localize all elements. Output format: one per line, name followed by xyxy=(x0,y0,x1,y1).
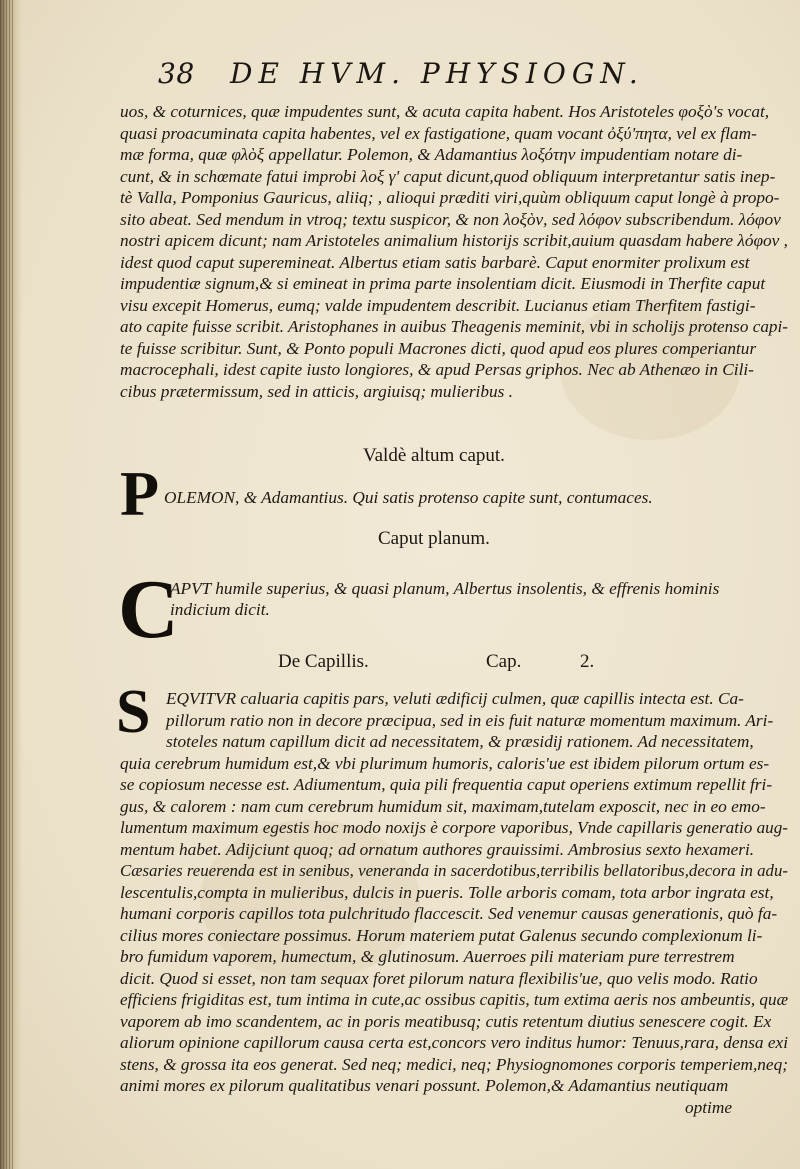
text-line: mæ forma, quæ φλὸξ appellatur. Polemon, & Adamantius λοξότην impudentiam notare di- xyxy=(120,145,743,164)
running-header xyxy=(158,57,678,95)
text-line: idest quod caput superemineat. Albertus etiam satis barbarè. Caput enormiter prolixum est xyxy=(120,252,750,272)
drop-cap-p: P xyxy=(120,458,160,529)
opening-paragraph xyxy=(120,101,792,402)
text-line: pillorum ratio non in decore præcipua, sed in eis fuit naturæ momentum maximum. Ari- xyxy=(166,710,774,730)
chapter-abbr: Cap. xyxy=(486,651,522,672)
text-line: Cæsaries reuerenda est in senibus, veneranda in sacerdotibus,terribilis bellatoribus,decora in adu- xyxy=(120,861,788,880)
text-line: tè Valla, Pomponius Gauricus, aliiq; , alioqui præditi viri,quùm obliquum caput longè à propo- xyxy=(120,188,780,207)
capillis-paragraph xyxy=(120,688,792,1118)
text-line: gus, & calorem : nam cum cerebrum humidum sit, maximam,tutelam exposcit, nec in eo emo- xyxy=(120,796,766,816)
text-line: impudentiæ signum,& si emineat in prima parte insolentiam dicit. Eiusmodi in Therfite caput xyxy=(120,274,766,293)
drop-cap-c: C xyxy=(118,563,179,656)
page-number: 38 xyxy=(158,57,195,90)
text-line: mentum habet. Adijciunt quoq; ad ornatum authores grauissimi. Ambrosius sexto hexameri. xyxy=(120,839,755,859)
text-line: sito abeat. Sed mendum in vtroq; textu suspicor, & non λοξὸν, sed λόφον subscribendum. λόφον xyxy=(120,209,781,229)
caput-line: APVT humile superius, & quasi planum, Albertus insolentis, & effrenis hominis xyxy=(170,579,720,598)
text-line: animi mores ex pilorum qualitatibus venari possunt. Polemon,& Adamantius neutiquam xyxy=(120,1076,729,1095)
section-heading-planum: Caput planum. xyxy=(378,528,490,549)
polemon-line: OLEMON, & Adamantius. Qui satis protenso capite sunt, contumaces. xyxy=(164,488,653,507)
text-line: cibus prætermissum, sed in atticis, argiuisq; mulieribus . xyxy=(120,381,513,401)
text-line: visu excepit Homerus, eumq; valde impudentem describit. Lucianus etiam Therfitem fastigi- xyxy=(120,295,756,315)
text-line: optime xyxy=(684,1097,732,1117)
text-line: te fuisse scribitur. Sunt, & Ponto populi Macrones dicti, quod apud eos plures comperiantur xyxy=(120,338,757,358)
text-line: lumentum maximum egestis hoc modo noxijs è corpore vaporibus, Vnde capillaris generatio aug- xyxy=(120,818,788,837)
text-line: EQVITVR caluaria capitis pars, veluti ædificij culmen, quæ capillis intecta est. Ca- xyxy=(166,689,744,708)
text-line: efficiens frigiditas est, tum intima in cute,ac ossibus capitis, tum extima aeris nos ambeuntis, quæ xyxy=(120,990,788,1009)
text-line: uos, & coturnices, quæ impudentes sunt, & acuta capita habent. Hos Aristoteles φοξὸ's vocat, xyxy=(120,102,770,121)
text-line: nostri apicem dicunt; nam Aristoteles animalium historijs scribit,auium quasdam habere λόφον , xyxy=(120,231,788,250)
page-edges xyxy=(0,0,14,1169)
text-line: humani corporis capillos tota pulchritudo flaccescit. Sed venemur causas generationis, quò fa- xyxy=(120,904,778,923)
text-line: vaporem ab imo scandentem, ac in poris meatibusq; cutis retentum diutius senescere cogit. Ex xyxy=(120,1011,772,1031)
text-line: quasi proacuminata capita habentes, vel ex fastigatione, quam vocant ὀξύ'πητα, vel ex flam- xyxy=(120,123,757,143)
chapter-title: De Capillis. xyxy=(278,651,369,672)
chapter-number: 2. xyxy=(580,651,595,672)
text-line: cunt, & in schœmate fatui improbi λοξ γ' caput dicunt,quod obliquum interpretantur satis inep- xyxy=(120,166,776,186)
text-line: lescentulis,compta in mulieribus, dulcis in pueris. Tolle arboris comam, tota arbor ingrata est, xyxy=(120,882,774,902)
section-heading-valde: Valdè altum caput. xyxy=(363,445,505,466)
text-line: macrocephali, idest capite iusto longiores, & apud Persas griphos. Nec ab Athenæo in Cili- xyxy=(120,360,754,379)
text-line: bro fumidum vaporem, humectum, & glutinosum. Auerroes pili materiam pure terrestrem xyxy=(120,947,735,966)
text-line: stens, & grossa ita eos generat. Sed neq; medici, neq; Physiognomones corporis temperiem,neq; xyxy=(120,1054,788,1074)
text-line: stoteles natum capillum dicit ad necessitatem, & præsidij rationem. Ad necessitatem, xyxy=(166,732,754,751)
text-line: dicit. Quod si esset, non tam sequax foret pilorum natura flexibilis'ue, quo velis modo. Ratio xyxy=(120,968,758,988)
drop-cap-s: S xyxy=(116,678,151,746)
text-line: aliorum opinione capillorum causa certa est,concors vero inditus humor: Tenuus,rara, densa exi xyxy=(120,1033,788,1052)
running-title: DE HVM. PHYSIOGN. xyxy=(230,57,644,90)
text-line: ato capite fuisse scribit. Aristophanes in auibus Theagenis meminit, vbi in scholijs protenso capi- xyxy=(120,317,788,336)
caput-line: indicium dicit. xyxy=(170,600,270,619)
text-line: cilius mores coniectare possimus. Horum materiem putat Galenus secundo complexionum li- xyxy=(120,925,763,945)
text-line: quia cerebrum humidum est,& vbi plurimum humoris, caloris'ue est ibidem pilorum ortum es- xyxy=(120,753,770,773)
text-line: se copiosum necesse est. Adiumentum, quia pili frequentia caput operiens extimum repellit fri- xyxy=(120,775,773,794)
